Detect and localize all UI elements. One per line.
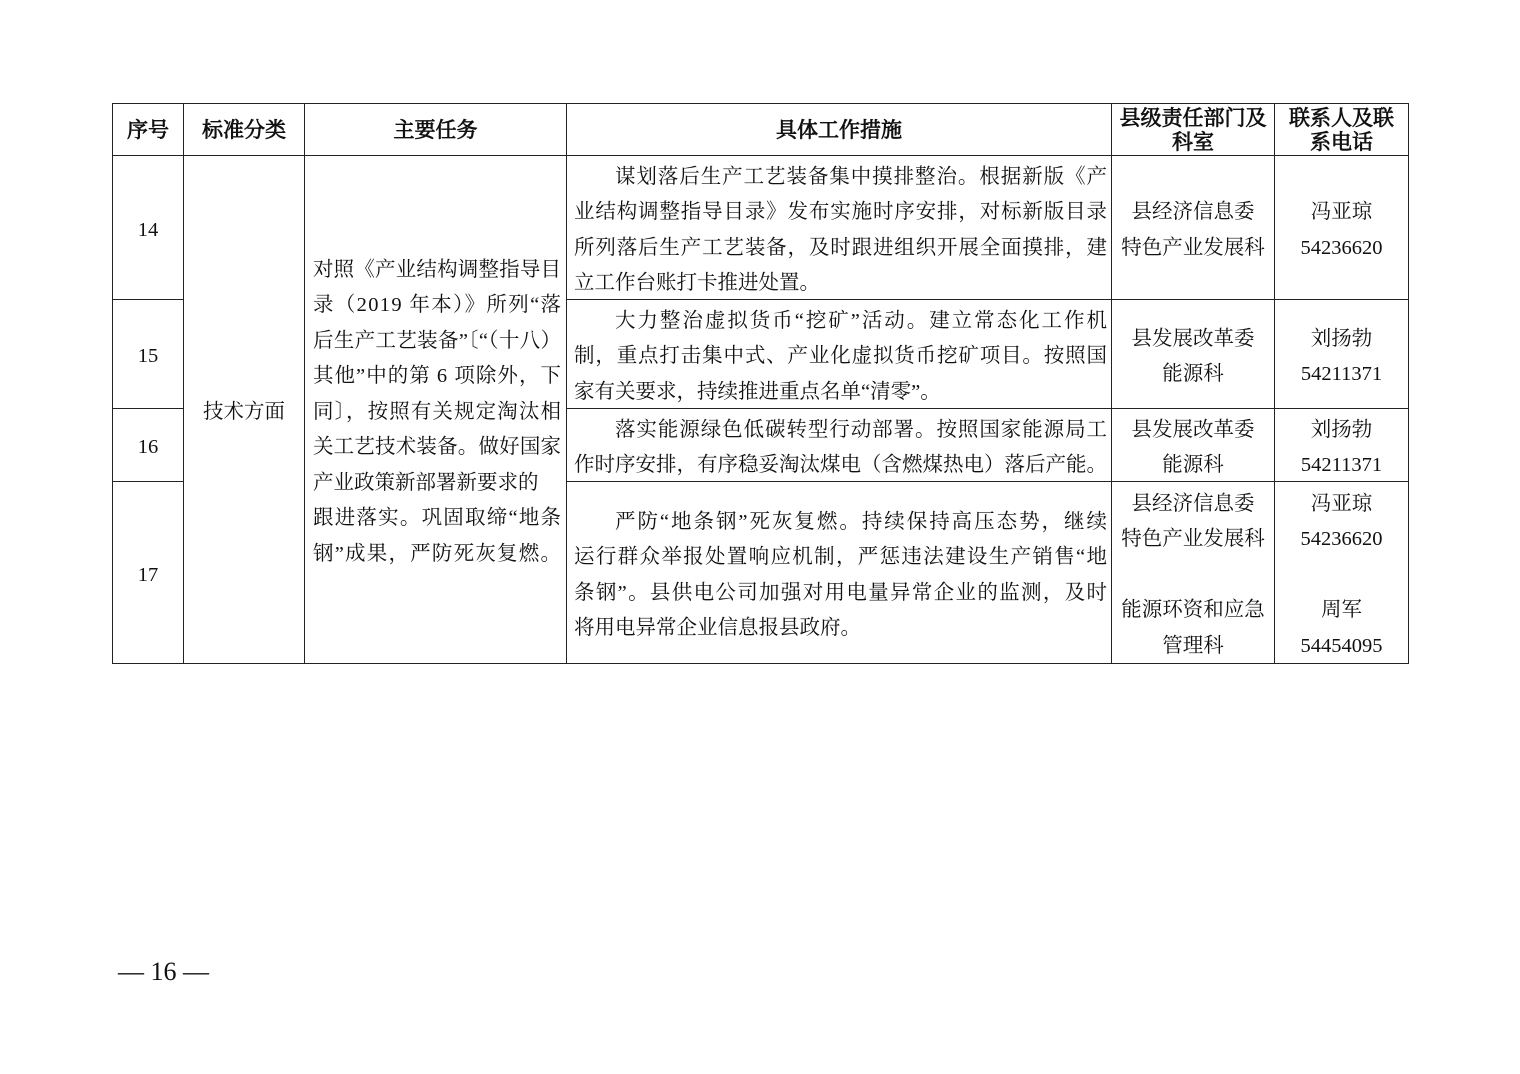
main-task-cell: [305, 156, 567, 664]
measure-line: 立工作台账打卡推进处置。: [574, 272, 820, 294]
row-number: 14: [137, 218, 159, 241]
main-task-text: [313, 253, 561, 573]
department-cell: [1112, 300, 1275, 409]
header-department: [1112, 104, 1275, 156]
seq-cell: [113, 156, 184, 300]
department-list: [1112, 487, 1274, 665]
seq-cell: [113, 409, 184, 482]
department-line: 能源环资和应急: [1121, 599, 1265, 622]
contact-name: 刘扬勃: [1310, 418, 1373, 441]
contact-phone: 54236620: [1300, 528, 1383, 551]
department: [1112, 593, 1274, 664]
department-list: [1112, 195, 1274, 266]
header-measures: 具体工作措施: [567, 104, 1112, 156]
main-task-line: 对照《产业结构调整指导目: [313, 258, 562, 281]
contact-phone: 54211371: [1300, 363, 1383, 385]
measure-line: 业结构调整指导目录》发布实施时序安排，对标新版目录: [574, 201, 1108, 223]
measure-line: 落实能源绿色低碳转型行动部署。按照国家能源局工: [615, 418, 1108, 441]
measure-line: 条钢”。县供电公司加强对用电量异常企业的监测，及时: [574, 581, 1109, 604]
measure-line: 运行群众举报处置响应机制，严惩违法建设生产销售“地: [574, 546, 1109, 568]
department-line: 县经济信息委: [1131, 492, 1255, 515]
main-task-line: 关工艺技术装备。做好国家: [313, 436, 562, 459]
measure-line: 谋划落后生产工艺装备集中摸排整治。根据新版《产: [615, 165, 1108, 188]
header-department-line: 科室: [1172, 129, 1214, 154]
measures-text: [574, 304, 1107, 411]
contact-phone: 54211371: [1300, 454, 1383, 476]
table-row: [113, 156, 1409, 300]
header-row: [113, 104, 1409, 156]
measure-line: 所列落后生产工艺装备，及时跟进组织开展全面摸排，建: [574, 236, 1108, 259]
contact-name: 刘扬勃: [1310, 327, 1373, 350]
measures-cell: [567, 300, 1112, 409]
header-main-task: 主要任务: [305, 104, 567, 156]
main-task-line: 录（2019 年本）》所列“落: [313, 294, 563, 317]
measures-cell: [567, 409, 1112, 482]
department-list: [1112, 413, 1274, 484]
department: [1112, 487, 1274, 558]
contact-list: [1275, 322, 1408, 393]
department-list: [1112, 322, 1274, 393]
measure-line: 家有关要求，持续推进重点名单“清零”。: [574, 380, 941, 403]
department-cell: [1112, 409, 1275, 482]
department-cell: [1112, 156, 1275, 300]
department-line: 特色产业发展科: [1121, 236, 1265, 259]
department-line: 管理科: [1162, 634, 1224, 657]
contact-cell: [1275, 482, 1409, 664]
measure-line: 严防“地条钢”死灰复燃。持续保持高压态势，继续: [615, 510, 1109, 533]
department: [1112, 413, 1274, 484]
department-cell: [1112, 482, 1275, 664]
measures-text: [574, 413, 1107, 484]
measures-text: [574, 505, 1107, 647]
main-task-line: 同〕，按照有关规定淘汰相: [313, 400, 563, 423]
contact-phone: 54454095: [1300, 634, 1383, 657]
header-contact-line: 系电话: [1310, 129, 1373, 154]
contact-cell: [1275, 156, 1409, 300]
department: [1112, 322, 1274, 393]
contact-name: 周军: [1321, 599, 1362, 622]
measure-line: 作时序安排，有序稳妥淘汰煤电（含燃煤热电）落后产能。: [574, 454, 1107, 476]
measure-line: 制，重点打击集中式、产业化虚拟货币挖矿项目。按照国: [574, 345, 1108, 368]
measures-text: [574, 160, 1107, 302]
contact-list: [1275, 413, 1408, 484]
contact-list: [1275, 195, 1408, 266]
header-seq: 序号: [113, 104, 184, 156]
row-number: 16: [137, 436, 159, 459]
department-line: 能源科: [1162, 454, 1224, 476]
measures-cell: [567, 482, 1112, 664]
header-contact: [1275, 104, 1409, 156]
main-task-line: 跟进落实。巩固取缔“地条: [313, 507, 563, 530]
category-cell: [184, 156, 305, 664]
measure-line: 将用电异常企业信息报县政府。: [574, 617, 861, 639]
contact: [1275, 593, 1408, 664]
department-line: 能源科: [1162, 363, 1224, 385]
contact: [1275, 413, 1408, 484]
department-line: 县发展改革委: [1131, 418, 1255, 441]
contact-name: 冯亚琼: [1310, 201, 1373, 223]
contact: [1275, 487, 1408, 558]
contact-list: [1275, 487, 1408, 665]
main-task-line: 钢”成果，严防死灰复燃。: [313, 542, 563, 565]
department: [1112, 195, 1274, 266]
measure-line: 大力整治虚拟货币“挖矿”活动。建立常态化工作机: [615, 309, 1109, 332]
seq-cell: [113, 482, 184, 664]
contact: [1275, 322, 1408, 393]
row-number: 17: [137, 563, 159, 586]
main-task-line: 其他”中的第 6 项除外，下: [313, 365, 563, 388]
contact-phone: 54236620: [1300, 236, 1383, 259]
contact-cell: [1275, 300, 1409, 409]
contact-name: 冯亚琼: [1310, 492, 1373, 515]
department-line: 县经济信息委: [1131, 201, 1255, 223]
row-number: 15: [137, 345, 159, 368]
contact-cell: [1275, 409, 1409, 482]
measures-table: [112, 103, 1409, 664]
header-department-line: 县级责任部门及: [1119, 105, 1267, 130]
header-contact-line: 联系人及联: [1289, 105, 1394, 130]
department-line: 县发展改革委: [1131, 327, 1255, 350]
page-number: — 16 —: [118, 957, 209, 986]
measures-cell: [567, 156, 1112, 300]
category-label: 技术方面: [203, 400, 285, 423]
seq-cell: [113, 300, 184, 409]
main-task-line: 后生产工艺装备”〔“（十八）: [313, 329, 562, 352]
header-category: 标准分类: [184, 104, 305, 156]
contact: [1275, 195, 1408, 266]
department-line: 特色产业发展科: [1121, 528, 1265, 551]
main-task-line: 产业政策新部署新要求的: [313, 471, 539, 494]
